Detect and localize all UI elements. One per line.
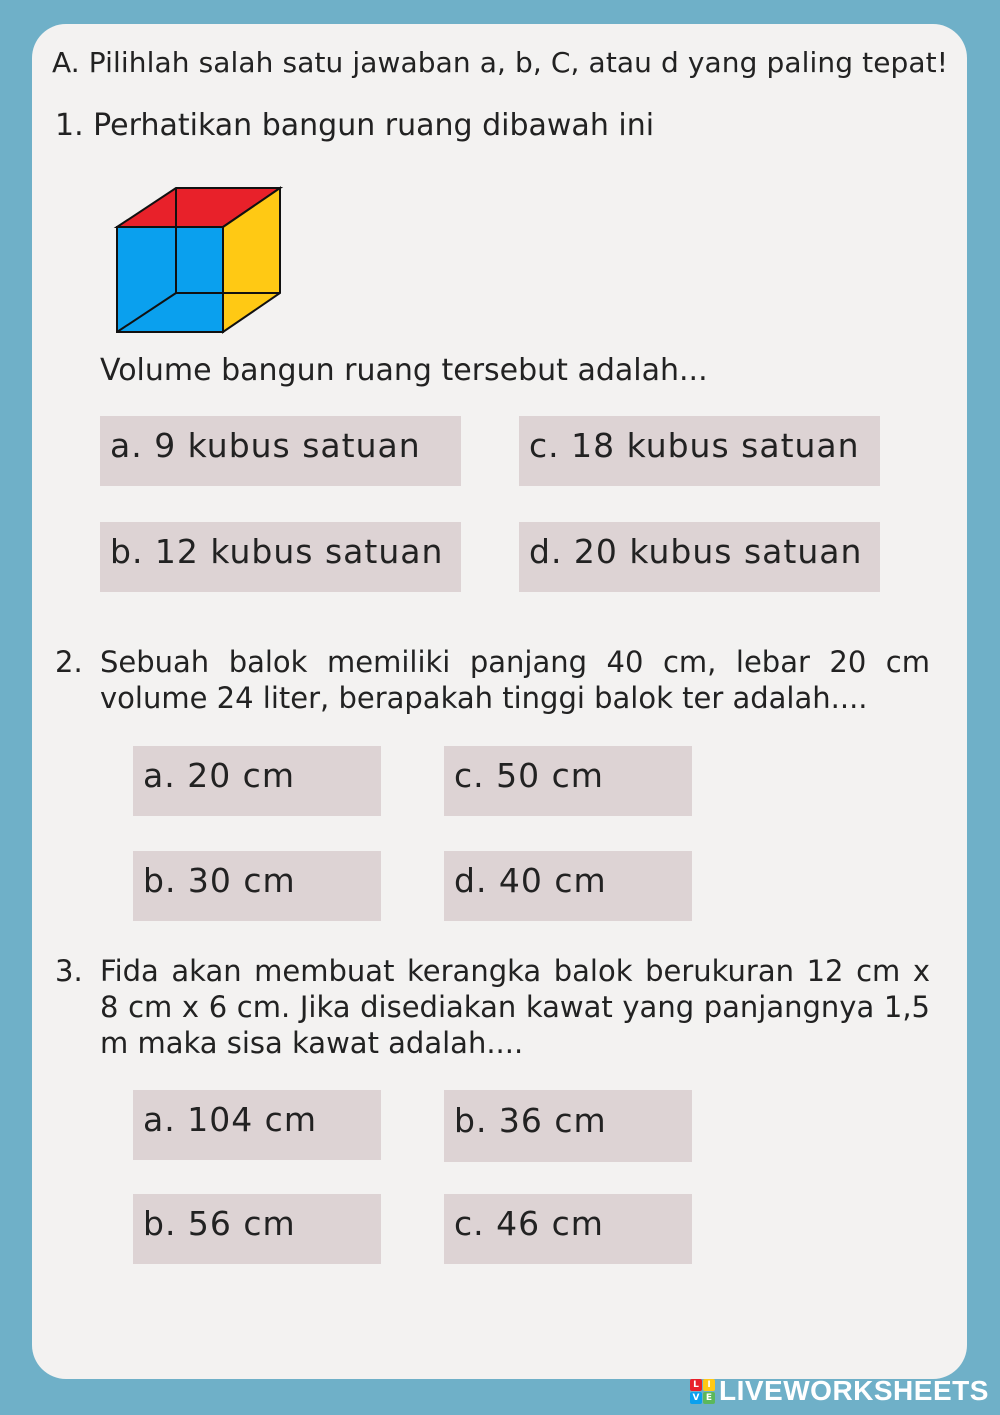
question-1-prompt: Volume bangun ruang tersebut adalah... xyxy=(100,353,708,388)
question-3-number: 3. xyxy=(55,954,83,988)
q3-option-b-bottom[interactable]: b. 56 cm xyxy=(133,1194,381,1264)
liveworksheets-mark-icon: L I V E xyxy=(690,1379,715,1404)
q1-option-b[interactable]: b. 12 kubus satuan xyxy=(100,522,461,592)
liveworksheets-logo xyxy=(690,1376,989,1406)
q3-option-b-top[interactable]: b. 36 cm xyxy=(444,1090,692,1162)
question-2-number: 2. xyxy=(55,645,83,679)
q2-option-a[interactable]: a. 20 cm xyxy=(133,746,381,816)
q3-option-a[interactable]: a. 104 cm xyxy=(133,1090,381,1160)
cube-figure xyxy=(100,180,290,340)
question-1-text: 1. Perhatikan bangun ruang dibawah ini xyxy=(55,108,655,143)
q2-option-c[interactable]: c. 50 cm xyxy=(444,746,692,816)
q1-option-c[interactable]: c. 18 kubus satuan xyxy=(519,416,880,486)
instructions: A. Pilihlah salah satu jawaban a, b, C, atau d yang paling tepat! xyxy=(52,46,949,79)
q1-option-d[interactable]: d. 20 kubus satuan xyxy=(519,522,880,592)
q1-option-a[interactable]: a. 9 kubus satuan xyxy=(100,416,461,486)
question-3-text: Fida akan membuat kerangka balok berukuran 12 cm x 8 cm x 6 cm. Jika disediakan kawat yang panjangnya 1,5 m maka sisa kawat adalah.... xyxy=(100,954,930,1060)
question-2 xyxy=(55,644,930,716)
q3-option-c[interactable]: c. 46 cm xyxy=(444,1194,692,1264)
q2-option-d[interactable]: d. 40 cm xyxy=(444,851,692,921)
question-2-text: Sebuah balok memiliki panjang 40 cm, lebar 20 cm volume 24 liter, berapakah tinggi balok ter adalah.... xyxy=(100,645,930,715)
liveworksheets-brand: LIVEWORKSHEETS xyxy=(719,1375,989,1406)
question-3 xyxy=(55,953,930,1061)
cube-front-face xyxy=(117,227,223,332)
q2-option-b[interactable]: b. 30 cm xyxy=(133,851,381,921)
